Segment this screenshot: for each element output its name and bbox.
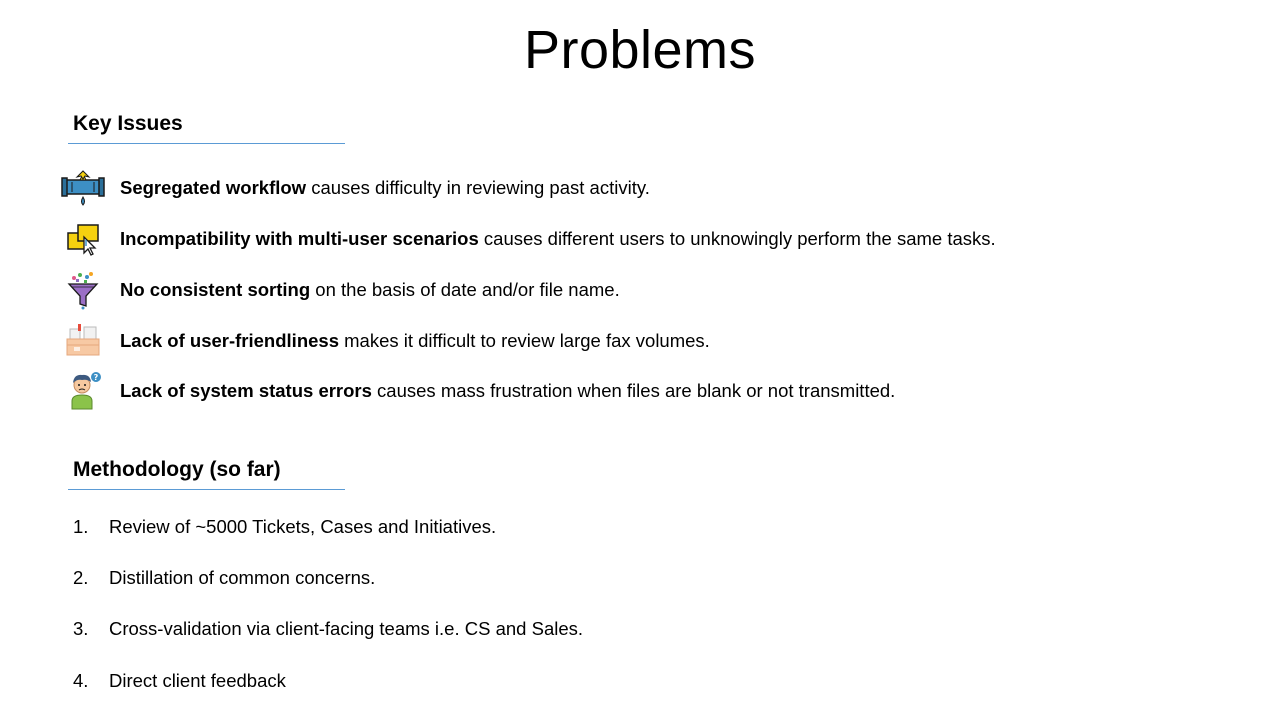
svg-text:?: ? [93, 373, 99, 382]
step-text: Review of ~5000 Tickets, Cases and Initiatives. [109, 516, 497, 537]
issue-item [60, 321, 1160, 361]
issue-rest: causes mass frustration when files are blank or not transmitted. [371, 380, 896, 401]
step-number: 3. [73, 618, 89, 639]
step-number: 2. [73, 567, 89, 588]
step-text: Cross-validation via client-facing teams i.e. CS and Sales. [109, 618, 584, 639]
issue-item [60, 219, 1160, 259]
issue-item [60, 168, 1160, 208]
step-text: Direct client feedback [109, 670, 286, 691]
issue-rest: makes it difficult to review large fax volumes. [338, 330, 710, 351]
issue-bold: No consistent sorting [120, 279, 311, 300]
issue-rest: on the basis of date and/or file name. [310, 279, 620, 300]
methodology-step [73, 669, 286, 693]
step-number: 4. [73, 670, 89, 691]
issue-text [120, 329, 710, 353]
methodology-divider [68, 489, 345, 490]
issue-bold: Segregated workflow [120, 177, 307, 198]
funnel-sorting-icon [60, 270, 106, 310]
issue-item [60, 371, 1160, 411]
issue-bold: Lack of system status errors [120, 380, 372, 401]
methodology-step [73, 617, 583, 641]
step-number: 1. [73, 516, 89, 537]
issue-text [120, 227, 996, 251]
issue-rest: causes difficulty in reviewing past activity. [306, 177, 650, 198]
issue-item [60, 270, 1160, 310]
multi-window-cursor-icon [60, 219, 106, 259]
issue-bold: Incompatibility with multi-user scenarios [120, 228, 479, 249]
issue-text [120, 278, 620, 302]
slide-title: Problems [523, 20, 757, 80]
issue-text [120, 379, 895, 403]
methodology-heading: Methodology (so far) [73, 458, 281, 481]
step-text: Distillation of common concerns. [109, 567, 376, 588]
issue-bold: Lack of user-friendliness [120, 330, 339, 351]
key-issues-heading: Key Issues [73, 112, 183, 135]
issue-text [120, 176, 650, 200]
confused-person-icon [60, 371, 106, 411]
paper-pile-desk-icon [60, 321, 106, 361]
key-issues-divider [68, 143, 345, 144]
methodology-step [73, 515, 496, 539]
issue-rest: causes different users to unknowingly perform the same tasks. [478, 228, 996, 249]
broken-pipe-icon [60, 168, 106, 208]
methodology-step [73, 566, 375, 590]
